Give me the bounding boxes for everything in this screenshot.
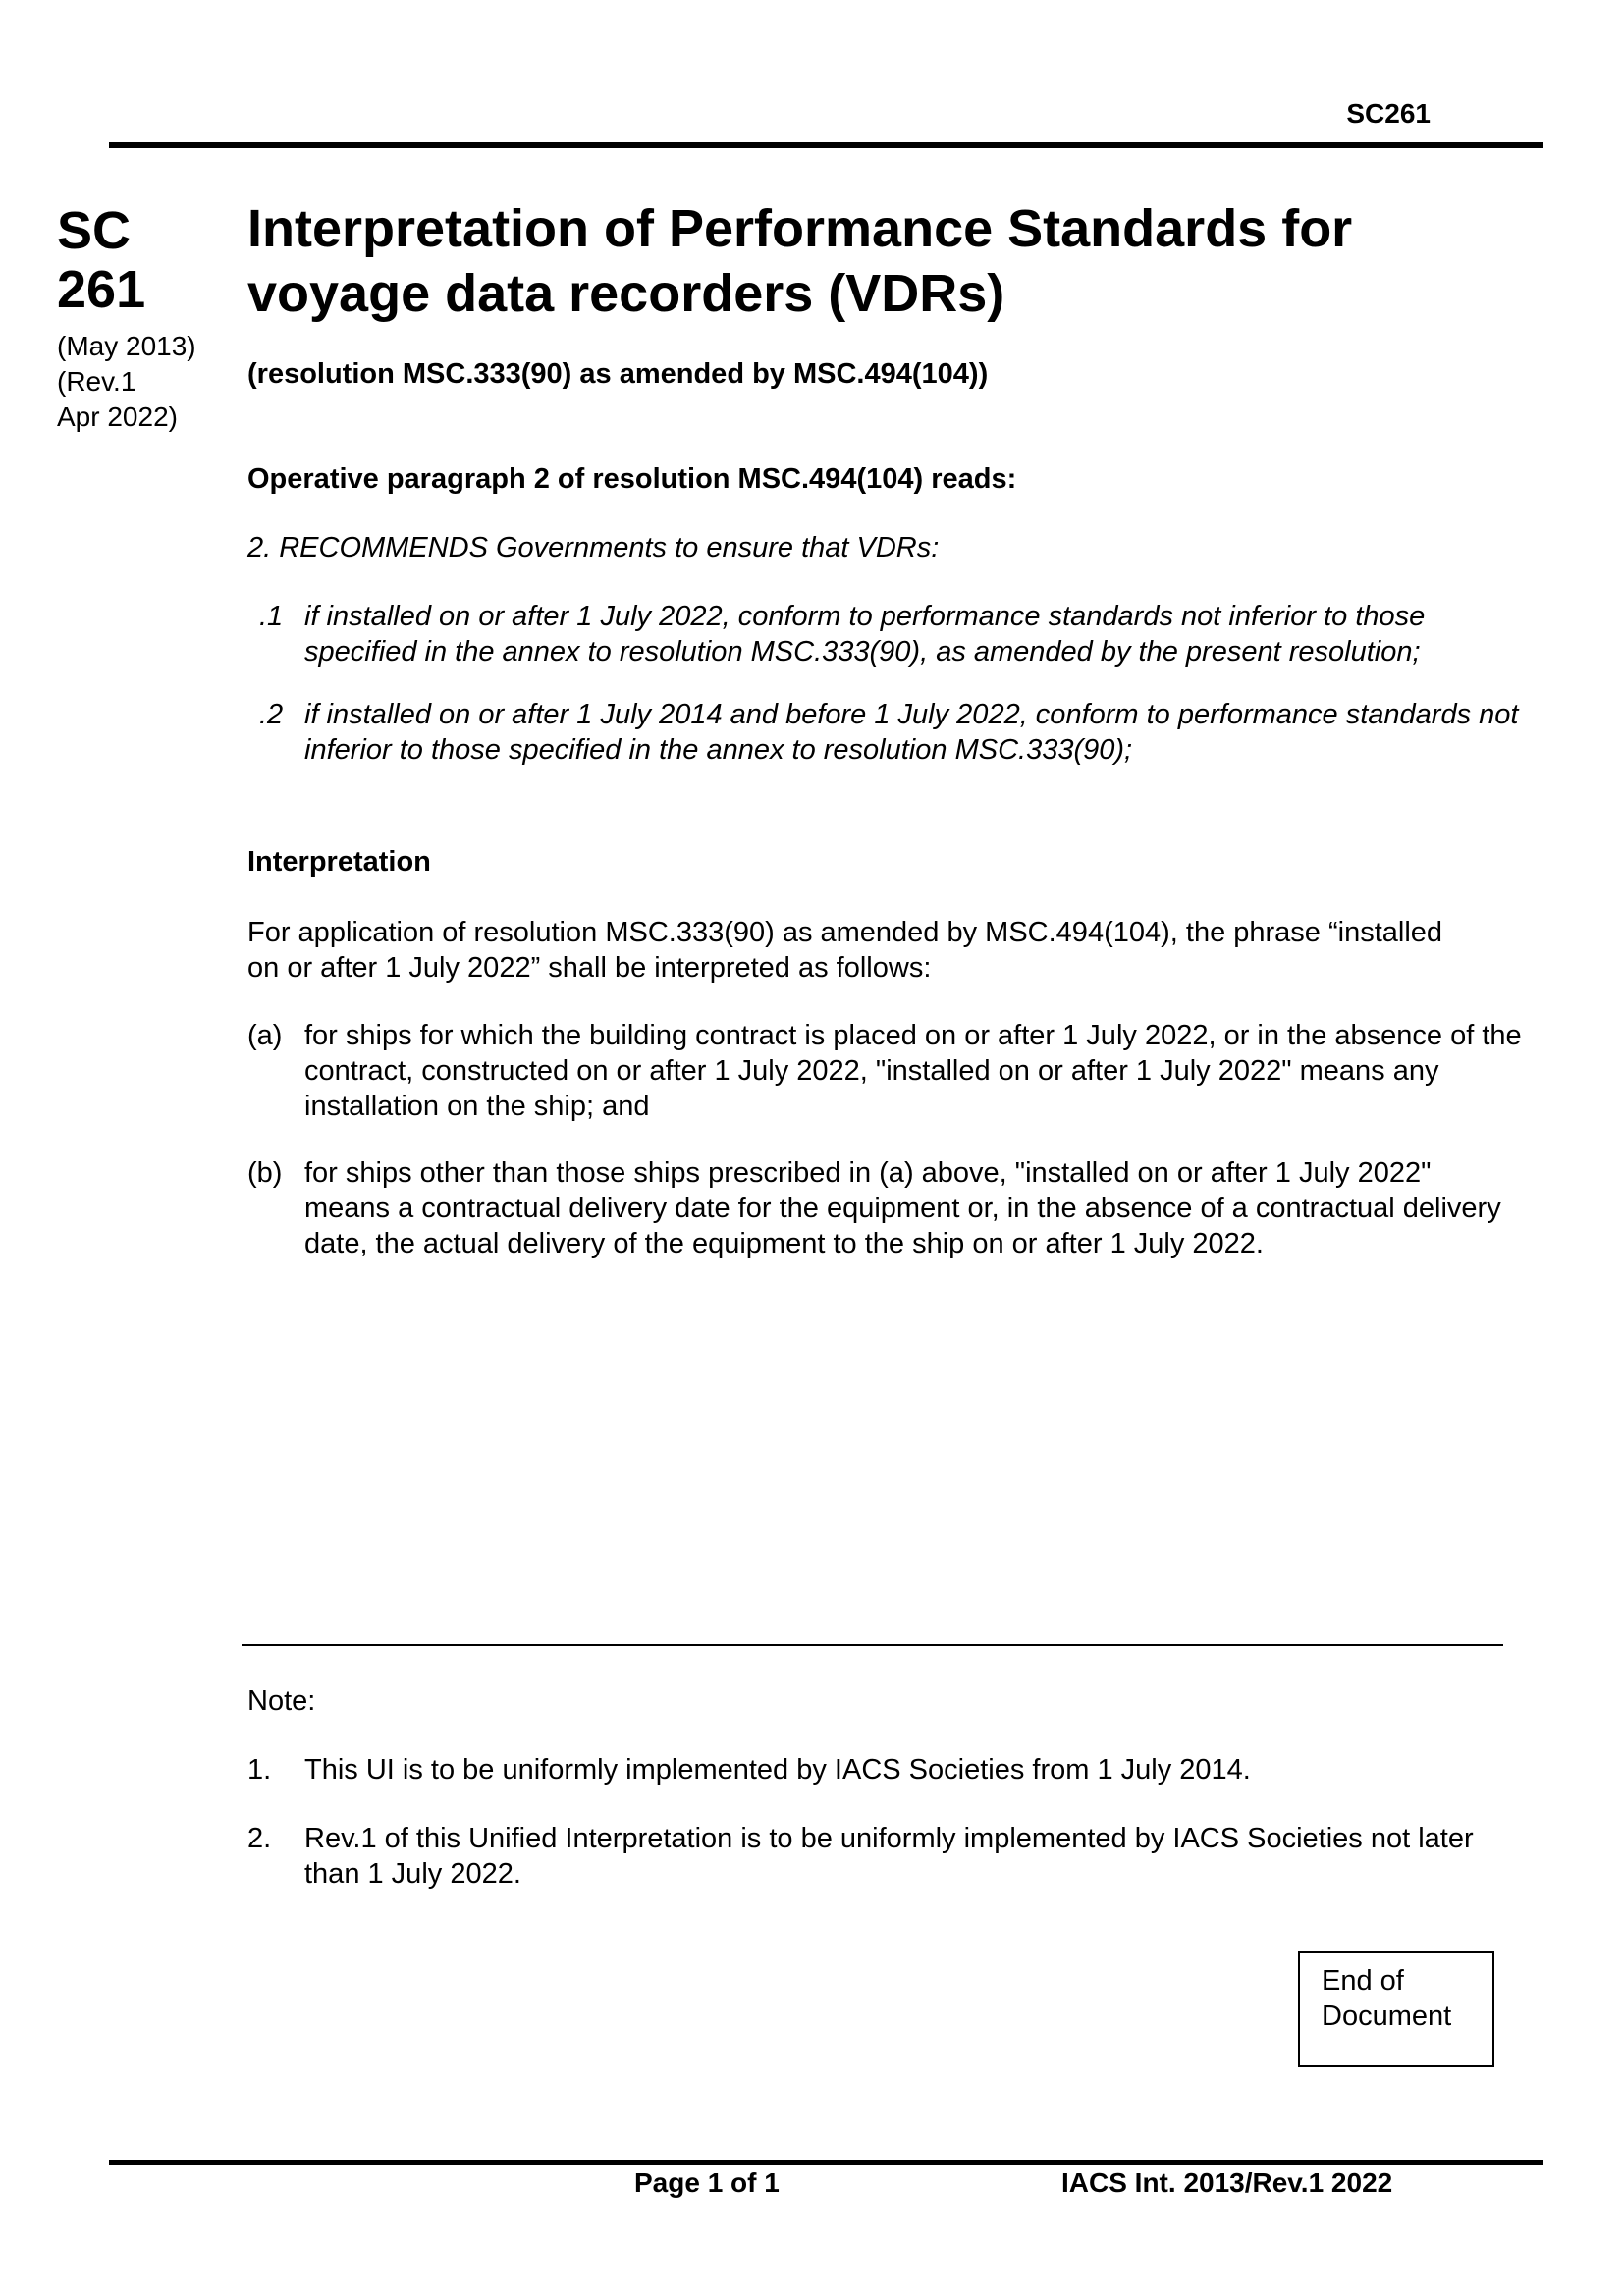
operative-item-number: .2 (259, 699, 284, 730)
interpretation-item-label: (a) (247, 1020, 283, 1051)
operative-item-text: if installed on or after 1 July 2014 and before 1 July 2022, conform to performance standards not inferior to those specified in the annex to resolution MSC.333(90); (304, 699, 1519, 766)
end-box-line1: End of (1322, 1965, 1404, 1997)
footer-page-number: Page 1 of 1 (634, 2167, 780, 2198)
interpretation-item-label: (b) (247, 1157, 283, 1189)
document-id-line2: 261 (57, 260, 146, 319)
operative-item (247, 599, 1524, 669)
operative-item-number: .1 (259, 601, 284, 632)
note-item-text: This UI is to be uniformly implemented by IACS Societies from 1 July 2014. (304, 1754, 1251, 1786)
note-item-text: Rev.1 of this Unified Interpretation is to be uniformly implemented by IACS Societies not later than 1 July 2022. (304, 1823, 1474, 1890)
note-heading: Note: (247, 1685, 316, 1717)
interpretation-heading: Interpretation (247, 846, 431, 878)
page-subtitle: (resolution MSC.333(90) as amended by MSC.494(104)) (247, 358, 989, 390)
interpretation-item-text: for ships other than those ships prescribed in (a) above, "installed on or after 1 July 2022" means a contractual delivery date for the equipment or, in the absence of a contractual delivery date, the actual delivery of the equipment to the ship on or after 1 July 2022. (304, 1157, 1501, 1259)
operative-intro: 2. RECOMMENDS Governments to ensure that VDRs: (247, 532, 940, 563)
document-id-line1: SC (57, 201, 132, 260)
revision-number: (Rev.1 (57, 366, 136, 397)
revision-date: (May 2013) (57, 331, 196, 361)
note-item-label: 2. (247, 1823, 272, 1854)
page-title (247, 196, 1524, 326)
document-id (57, 201, 224, 319)
note-item (247, 1821, 1524, 1892)
footer-reference: IACS Int. 2013/Rev.1 2022 (1061, 2167, 1393, 2198)
operative-item (247, 697, 1524, 768)
footer-rule (109, 2160, 1543, 2165)
interpretation-item (247, 1155, 1524, 1297)
revision-rev-date: Apr 2022) (57, 401, 178, 432)
end-of-document-box (1298, 1951, 1494, 2067)
operative-heading: Operative paragraph 2 of resolution MSC.494(104) reads: (247, 463, 1017, 495)
note-item-label: 1. (247, 1754, 272, 1786)
title-line1: Interpretation of Performance Standards for (247, 199, 1353, 258)
end-box-line2: Document (1322, 2001, 1452, 2032)
title-line2: voyage data recorders (VDRs) (247, 264, 1005, 323)
header-rule (109, 142, 1543, 148)
note-item (247, 1752, 1524, 1788)
revision-info (57, 329, 224, 435)
interpretation-body: For application of resolution MSC.333(90) as amended by MSC.494(104), the phrase “installed on or after 1 July 2022” shall be interpreted as follows: (247, 917, 1443, 984)
operative-item-text: if installed on or after 1 July 2022, conform to performance standards not inferior to those specified in the annex to resolution MSC.333(90), as amended by the present resolution; (304, 601, 1426, 667)
interpretation-item (247, 1018, 1524, 1124)
note-divider (242, 1644, 1503, 1646)
header-code: SC261 (1346, 98, 1431, 129)
interpretation-item-text: for ships for which the building contract is placed on or after 1 July 2022, or in the absence of the contract, constructed on or after 1 July 2022, "installed on or after 1 July 2022" means any installation on the ship; and (304, 1020, 1522, 1122)
